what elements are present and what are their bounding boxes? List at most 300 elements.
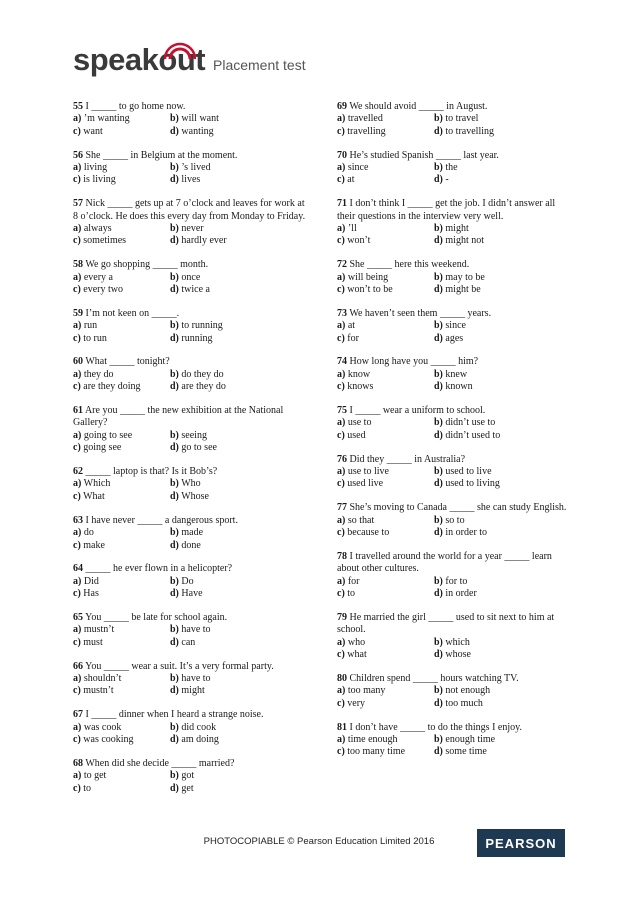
option-letter: c) [73,733,81,745]
option-text: time enough [345,733,398,745]
answer-option [434,649,572,661]
answer-option [73,235,170,247]
answer-options [337,223,572,248]
question-number: 75 [337,405,347,417]
option-letter: d) [434,649,443,661]
pearson-logo: PEARSON [477,829,565,857]
option-text: living [81,162,108,174]
question-stem: I have never _____ a dangerous sport. [83,514,238,526]
question-stem: He married the girl _____ used to sit next to him at school. [337,611,555,636]
question-number: 77 [337,502,347,514]
question-number: 74 [337,356,347,368]
answer-option [170,126,308,138]
answer-option [434,588,572,600]
option-text: do they do [178,368,224,380]
option-letter: d) [434,235,443,247]
question-stem: Nick _____ gets up at 7 o’clock and leaves for work at 8 o’clock. He does this every day from Monday to Friday. [73,198,306,222]
question-text [337,356,572,368]
answer-option [337,381,434,393]
answer-option [337,162,434,174]
question-number: 58 [73,259,83,271]
option-letter: d) [170,125,179,137]
option-text: used to live [442,466,492,478]
answer-option [337,174,434,186]
option-text: might [178,685,205,697]
option-letter: c) [337,649,345,661]
answer-option [434,417,572,429]
option-text: to travelling [442,125,495,137]
option-text: have to [178,624,211,636]
option-letter: d) [170,442,179,454]
answer-option [337,466,434,478]
answer-option [73,442,170,454]
option-text: didn’t use to [442,417,496,429]
answer-option [434,272,572,284]
option-letter: a) [73,113,82,125]
option-letter: c) [73,636,81,648]
answer-options [337,466,572,491]
option-letter: d) [170,381,179,393]
question-text [337,502,572,514]
answer-option [73,588,170,600]
answer-options [337,515,572,540]
option-letter: a) [73,624,82,636]
question-item [73,515,308,552]
answer-option [73,333,170,345]
option-text: Who [178,478,201,490]
answer-options [337,320,572,345]
option-letter: d) [170,636,179,648]
option-letter: c) [337,284,345,296]
answer-option [434,113,572,125]
option-letter: c) [73,490,81,502]
option-text: wanting [178,125,214,137]
question-text [337,722,572,734]
answer-options [73,272,308,297]
option-letter: b) [434,685,443,697]
option-text: mustn’t [81,624,115,636]
question-stem: You _____ be late for school again. [83,611,228,623]
question-text [337,673,572,685]
option-text: was cooking [80,733,134,745]
question-stem: _____ he ever flown in a helicopter? [83,563,233,575]
option-text: What [80,490,105,502]
answer-options [73,478,308,503]
answer-option [434,466,572,478]
option-letter: d) [170,235,179,247]
option-text: in order [442,588,477,600]
option-letter: d) [170,174,179,186]
option-letter: d) [170,539,179,551]
question-number: 59 [73,307,83,319]
option-text: travelling [344,125,386,137]
option-text: was cook [81,721,122,733]
option-text: may to be [442,271,485,283]
option-text: for to [442,575,468,587]
option-letter: b) [434,575,443,587]
option-letter: a) [73,478,82,490]
answer-options [73,624,308,649]
answer-option [337,113,434,125]
answer-option [170,430,308,442]
option-text: - [442,174,449,186]
option-text: have to [178,672,211,684]
question-item [337,150,572,187]
question-item [73,758,308,795]
answer-option [337,235,434,247]
answer-options [337,685,572,710]
answer-option [434,734,572,746]
answer-option [73,576,170,588]
option-letter: a) [337,514,346,526]
answer-options [73,770,308,795]
question-stem: She’s moving to Canada _____ she can study English. [347,502,567,514]
option-text: so to [442,514,465,526]
question-number: 61 [73,405,83,417]
option-text: every a [81,271,113,283]
option-text: very [344,697,366,709]
option-letter: d) [434,429,443,441]
option-text: knew [442,368,468,380]
option-text: lives [178,174,201,186]
answer-option [434,320,572,332]
option-letter: d) [434,697,443,709]
option-text: ’m wanting [81,113,130,125]
option-text: not enough [442,685,491,697]
option-letter: b) [434,733,443,745]
question-stem: I don’t think I _____ get the job. I didn’t answer all their questions in the interview very well. [337,198,556,222]
answer-options [73,369,308,394]
option-letter: b) [170,271,179,283]
option-letter: a) [73,575,82,587]
option-letter: c) [73,539,81,551]
option-text: might be [442,284,481,296]
answer-option [170,174,308,186]
question-text [73,198,308,223]
answer-options [73,576,308,601]
option-text: to travel [442,113,479,125]
answer-options [337,369,572,394]
question-text [73,709,308,721]
question-text [73,661,308,673]
question-number: 73 [337,307,347,319]
answer-option [170,333,308,345]
option-letter: d) [434,174,443,186]
option-text: twice a [178,284,210,296]
question-stem: You _____ wear a suit. It’s a very formal party. [83,660,274,672]
answer-option [434,223,572,235]
option-text: are they doing [80,381,141,393]
option-letter: b) [434,320,443,332]
question-text [73,563,308,575]
question-text [73,612,308,624]
option-letter: d) [170,782,179,794]
option-letter: b) [170,770,179,782]
option-text: get [178,782,194,794]
option-text: use to [345,417,372,429]
question-item [73,612,308,649]
question-number: 79 [337,611,347,623]
question-item [337,502,572,539]
answer-option [170,442,308,454]
answer-option [73,624,170,636]
option-letter: b) [170,672,179,684]
option-text: since [345,162,369,174]
option-text: will want [178,113,219,125]
option-text: must [80,636,103,648]
question-stem: How long have you _____ him? [347,356,479,368]
option-letter: d) [170,284,179,296]
answer-option [434,381,572,393]
answer-option [337,698,434,710]
option-letter: c) [337,588,345,600]
question-number: 62 [73,466,83,478]
option-letter: d) [434,381,443,393]
answer-options [337,576,572,601]
option-text: ’ll [345,223,357,235]
option-text: who [345,636,366,648]
question-item [337,673,572,710]
answer-option [170,685,308,697]
option-letter: c) [337,235,345,247]
answer-options [337,637,572,662]
option-text: to [80,782,92,794]
question-number: 69 [337,101,347,112]
option-letter: a) [337,162,346,174]
answer-option [170,783,308,795]
answer-option [73,685,170,697]
option-text: always [81,223,112,235]
question-number: 67 [73,709,83,721]
option-letter: d) [434,527,443,539]
option-text: Whose [178,490,209,502]
question-item [337,454,572,491]
answer-option [73,369,170,381]
answer-option [73,284,170,296]
answer-option [337,527,434,539]
answer-option [170,637,308,649]
option-letter: b) [434,636,443,648]
option-letter: d) [434,588,443,600]
page-subtitle: Placement test [213,57,306,73]
option-letter: b) [170,575,179,587]
answer-option [170,162,308,174]
option-letter: c) [337,697,345,709]
option-text: Did [81,575,99,587]
option-letter: a) [337,320,346,332]
answer-option [73,272,170,284]
option-letter: d) [434,746,443,758]
option-letter: d) [170,332,179,344]
question-number: 71 [337,198,347,210]
question-text [337,308,572,320]
question-stem: _____ laptop is that? Is it Bob’s? [83,466,218,478]
question-stem: I travelled around the world for a year _____ learn about other cultures. [337,550,552,575]
option-letter: a) [337,685,346,697]
question-number: 81 [337,721,347,733]
option-letter: a) [73,721,82,733]
option-text: got [178,770,195,782]
option-text: won’t to be [344,284,393,296]
option-letter: a) [337,113,346,125]
answer-option [170,478,308,490]
option-letter: a) [337,636,346,648]
answer-option [170,235,308,247]
option-text: use to live [345,466,389,478]
answer-option [337,649,434,661]
option-text: to get [81,770,107,782]
question-text [337,612,572,637]
option-letter: a) [73,368,82,380]
answer-options [73,527,308,552]
option-letter: c) [73,174,81,186]
question-number: 70 [337,149,347,161]
option-letter: b) [170,721,179,733]
option-letter: c) [337,429,345,441]
answer-option [337,734,434,746]
answer-option [434,685,572,697]
question-number: 72 [337,259,347,271]
answer-option [434,698,572,710]
option-text: the [442,162,458,174]
option-text: they do [81,368,114,380]
option-text: too many time [344,746,406,758]
option-letter: c) [73,125,81,137]
option-letter: a) [73,320,82,332]
option-letter: b) [434,417,443,429]
option-letter: b) [434,514,443,526]
option-text: what [344,649,367,661]
left-question-column [73,101,308,806]
option-text: shouldn’t [81,672,122,684]
answer-option [170,527,308,539]
question-stem: She _____ here this weekend. [347,259,470,271]
question-text [337,150,572,162]
option-text: seeing [178,429,207,441]
option-text: made [178,527,204,539]
answer-option [434,746,572,758]
answer-options [73,113,308,138]
answer-option [170,381,308,393]
question-stem: I’m not keen on _____. [83,307,180,319]
answer-option [73,113,170,125]
question-item [73,308,308,345]
question-item [73,405,308,455]
question-text [73,758,308,770]
question-text [73,405,308,430]
answer-option [337,369,434,381]
option-text: known [442,381,473,393]
answer-options [73,320,308,345]
answer-option [434,174,572,186]
option-text: at [344,174,355,186]
question-text [73,308,308,320]
answer-option [434,235,572,247]
answer-options [337,272,572,297]
answer-options [337,162,572,187]
answer-option [170,576,308,588]
answer-option [170,540,308,552]
answer-option [434,284,572,296]
option-text: used to living [442,478,500,490]
option-letter: d) [170,685,179,697]
option-text: ages [442,332,464,344]
question-number: 66 [73,660,83,672]
option-letter: c) [73,442,81,454]
answer-options [73,162,308,187]
question-item [73,563,308,600]
answer-option [73,540,170,552]
question-stem: I don’t have _____ to do the things I enjoy. [347,721,522,733]
question-item [337,101,572,138]
answer-options [73,722,308,747]
option-text: didn’t used to [442,429,501,441]
answer-option [73,126,170,138]
option-text: won’t [344,235,371,247]
answer-option [337,478,434,490]
question-text [73,150,308,162]
option-letter: c) [73,782,81,794]
question-text [337,198,572,223]
answer-option [170,369,308,381]
answer-option [73,162,170,174]
option-letter: b) [170,162,179,174]
answer-option [434,515,572,527]
option-letter: c) [337,332,345,344]
question-text [337,454,572,466]
option-text: for [344,332,359,344]
option-text: can [178,636,196,648]
option-letter: a) [73,223,82,235]
option-letter: b) [170,223,179,235]
option-letter: b) [170,113,179,125]
answer-option [170,770,308,782]
option-letter: d) [434,332,443,344]
option-letter: c) [337,174,345,186]
option-letter: a) [337,733,346,745]
option-letter: d) [170,733,179,745]
answer-options [337,113,572,138]
answer-option [73,320,170,332]
answer-option [337,746,434,758]
option-letter: a) [337,466,346,478]
answer-option [337,126,434,138]
question-number: 65 [73,611,83,623]
option-letter: b) [170,478,179,490]
option-text: to running [178,320,223,332]
question-stem: Are you _____ the new exhibition at the National Gallery? [73,405,284,429]
answer-option [170,272,308,284]
option-text: Which [81,478,111,490]
answer-option [73,174,170,186]
answer-option [170,624,308,636]
question-stem: Did they _____ in Australia? [347,453,466,465]
option-text: to [344,588,356,600]
answer-option [337,272,434,284]
question-item [337,722,572,759]
answer-option [337,576,434,588]
answer-option [170,113,308,125]
option-text: too many [345,685,386,697]
question-stem: I _____ dinner when I heard a strange noise. [83,709,264,721]
option-letter: c) [337,125,345,137]
copyright-notice: PHOTOCOPIABLE © Pearson Education Limited 2016 [203,836,435,847]
option-text: every two [80,284,123,296]
answer-option [337,223,434,235]
option-letter: c) [337,527,345,539]
answer-options [73,223,308,248]
option-text: did cook [178,721,217,733]
